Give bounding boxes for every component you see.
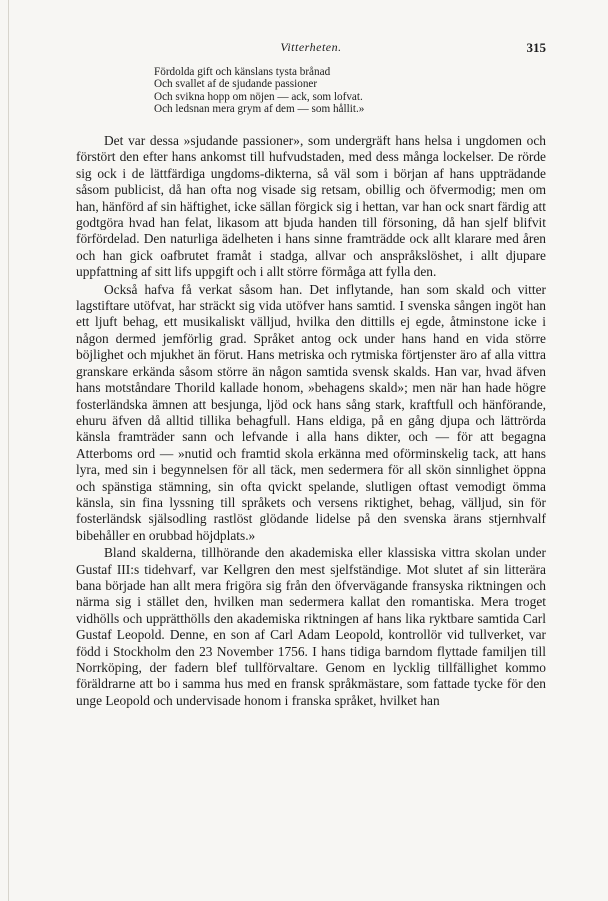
page-edge-shadow: [8, 0, 9, 901]
running-title: Vitterheten.: [280, 40, 342, 54]
poem-line: Och svikna hopp om nöjen — ack, som lofvat.: [154, 90, 363, 103]
body-text: [76, 133, 546, 709]
poem-line: Och svallet af de sjudande passioner: [154, 78, 318, 91]
poem-line: Och ledsnan mera grym af dem — som hållit.»: [154, 103, 365, 116]
poem-line: Fördolda gift och känslans tysta brånad: [154, 66, 331, 78]
page-number: 315: [526, 40, 546, 55]
paragraph-influence: Också hafva få verkat såsom han. Det inflytande, han som skald och vitter lagstiftare utöfvat, har sträckt sig vida utöfver hans samtid. I svenska sången ingöt han ett ljuft behag, ett musikaliskt välljud, hvilka den dittills ej egde, åtminstone icke i någon dermed jemförlig grad. Språket antog ock under hans hand en vida större böjlighet och mjukhet än förut. Hans metriska och rytmiska förtjenster äro af alla vittra granskare erkända såsom större än någon samtida svensk skalds. Han var, hvad äfven hans motståndare Thorild kallade honom, »behagens skald»; men när han hade högre fosterländska ämnen att besjunga, ljöd ock hans sång stark, kraftfull och hänförande, ehuru äfven då alltid tillika behagfull. Hans eldiga, på en gång djupa och lättrörda känsla framträder sann och lefvande i alla hans dikter, och — för att begagna Atterboms ord — »nutid och framtid skola erkänna med oförminskelig tack, att hans lyra, med sin i begynnelsen för all täck, men sedermera för all skön sinnlighet öppna och spänstiga stämning, sin ofta qvickt spelande, slutligen oftast vemodigt ömma känsla, sin fina lyssning till språkets och versens riktighet, behag, välljud, sin för fosterländsk själsodling rastlöst glödande lidelse på den svenska ärans stjernhvalf bibehåller en orubbad höjdplats.»: [76, 281, 546, 543]
page-header: [76, 40, 546, 58]
paragraph-leopold: Bland skalderna, tillhörande den akademiska eller klassiska vittra skolan under Gustaf III:s tidehvarf, var Kellgren den mest sjelfständige. Mot slutet af sin litterära bana började han allt mera frigöra sig från den öfvervägande fransyska riktningen och närma sig i stället den, hvilken man sedermera kallat den romantiska. Mera troget vidhölls och upprätthölls den akademiska riktningen af hans lika ryktbare samtida Carl Gustaf Leopold. Denne, en son af Carl Adam Leopold, kontrollör vid tullverket, var född i Stockholm den 23 November 1756. I hans tidiga barndom flyttade familjen till Norrköping, der fadern blef tullförvaltare. Genom en lycklig tillfällighet kommo föräldrarne att bo i samma hus med en fransk språkmästare, som fattade tycke för den unge Leopold och undervisade honom i franska språket, hvilket han: [76, 545, 546, 708]
paragraph-passions: Det var dessa »sjudande passioner», som undergräft hans helsa i ungdomen och förstört den efter hans ankomst till hufvudstaden, med dess många lockelser. De rörde sig ock i de lättfärdiga ungdoms-dikterna, så väl som i början af hans uppträdande såsom publicist, då han ofta nog visade sig retsam, obillig och öfvermodig; men om han, hänförd af sin häftighet, icke sällan förgick sig i hettan, var han ock snart färdig att godtgöra hvad han felat, likasom att bjuda handen till försoning, då han sjelf blifvit förfördelad. Den naturliga ädelheten i hans sinne framträdde ock allt klarare med åren och han gick oafbrutet framåt i stadga, allvar och anspråkslöshet, i allt djupare uppfattning af sitt lifs uppgift och i allt större förmåga att fylla den.: [76, 133, 546, 280]
poem-quote: [154, 66, 484, 116]
